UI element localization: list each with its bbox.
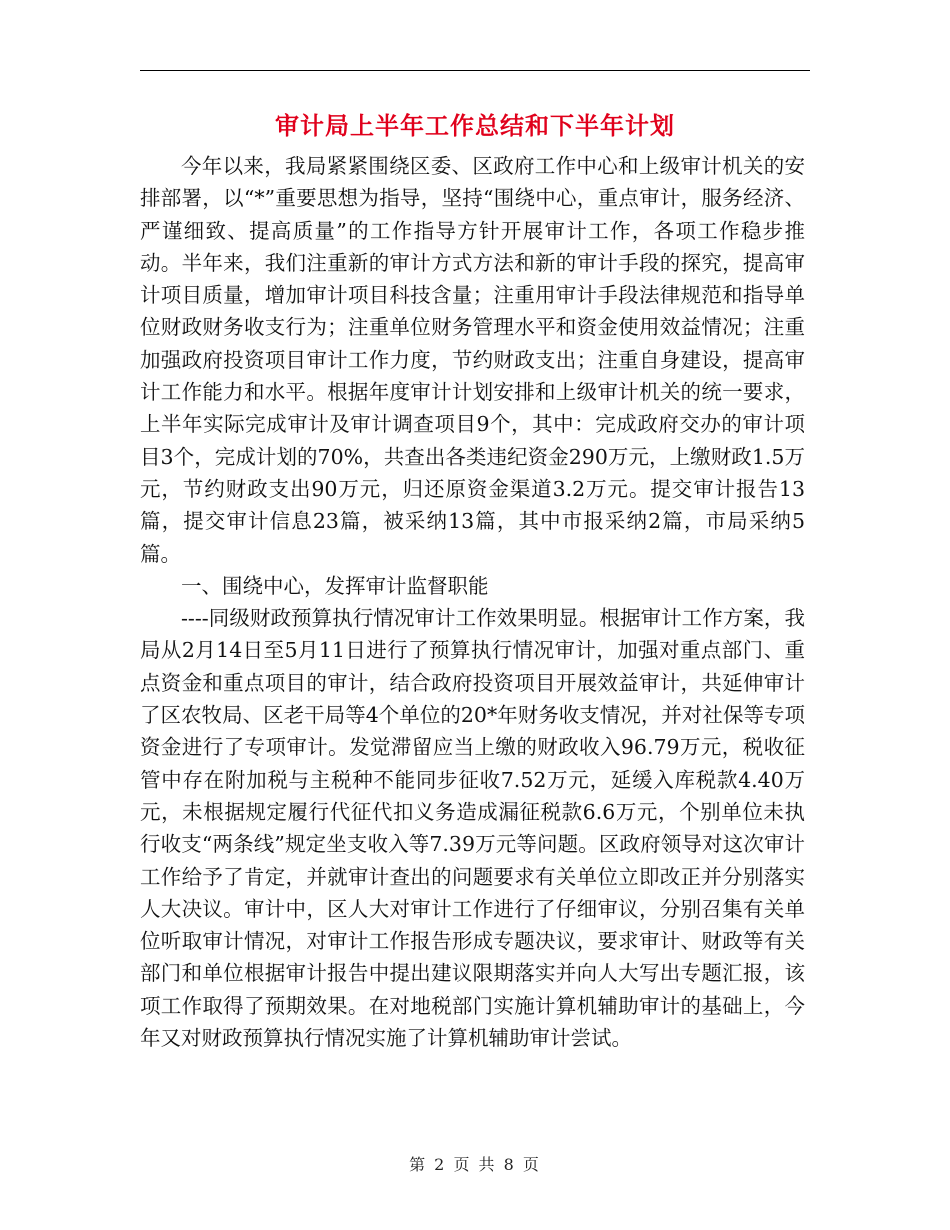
budget-audit-paragraph: ----同级财政预算执行情况审计工作效果明显。根据审计工作方案，我局从2月14日至5月11日进行了预算执行情况审计，加强对重点部门、重点资金和重点项目的审计，结合政府投资项目开展效益审计，共延伸审计了区农牧局、区老干局等4个单位的20*年财务收支情况，并对社保等专项资金进行了专项审计。发觉滞留应当上缴的财政收入96.79万元，税收征管中存在附加税与主税种不能同步征收7.52万元，延缓入库税款4.40万元，未根据规定履行代征代扣义务造成漏征税款6.6万元，个别单位未执行收支“两条线”规定坐支收入等7.39万元等问题。区政府领导对这次审计工作给予了肯定，并就审计查出的问题要求有关单位立即改正并分别落实人大决议。审计中，区人大对审计工作进行了仔细审议，分别召集有关单位听取审计情况，对审计工作报告形成专题决议，要求审计、财政等有关部门和单位根据审计报告中提出建议限期落实并向人大写出专题汇报，该项工作取得了预期效果。在对地税部门实施计算机辅助审计的基础上，今年又对财政预算执行情况实施了计算机辅助审计尝试。	[140, 606, 805, 1051]
section-heading: 一、围绕中心，发挥审计监督职能	[181, 573, 489, 598]
document-body	[140, 150, 805, 1054]
intro-paragraph: 今年以来，我局紧紧围绕区委、区政府工作中心和上级审计机关的安排部署，以“*”重要思想为指导，坚持“围绕中心，重点审计，服务经济、严谨细致、提高质量”的工作指导方针开展审计工作，各项工作稳步推动。半年来，我们注重新的审计方式方法和新的审计手段的探究，提高审计项目质量，增加审计项目科技含量；注重用审计手段法律规范和指导单位财政财务收支行为；注重单位财务管理水平和资金使用效益情况；注重加强政府投资项目审计工作力度，节约财政支出；注重自身建设，提高审计工作能力和水平。根据年度审计计划安排和上级审计机关的统一要求，上半年实际完成审计及审计调查项目9个，其中：完成政府交办的审计项目3个，完成计划的70%，共查出各类违纪资金290万元，上缴财政1.5万元，节约财政支出90万元，归还原资金渠道3.2万元。提交审计报告13篇，提交审计信息23篇，被采纳13篇，其中市报采纳2篇，市局采纳5篇。	[140, 154, 805, 566]
document-title: 审计局上半年工作总结和下半年计划	[275, 112, 675, 140]
header-rule	[140, 70, 810, 71]
page-number: 第 2 页 共 8 页	[409, 1155, 541, 1174]
